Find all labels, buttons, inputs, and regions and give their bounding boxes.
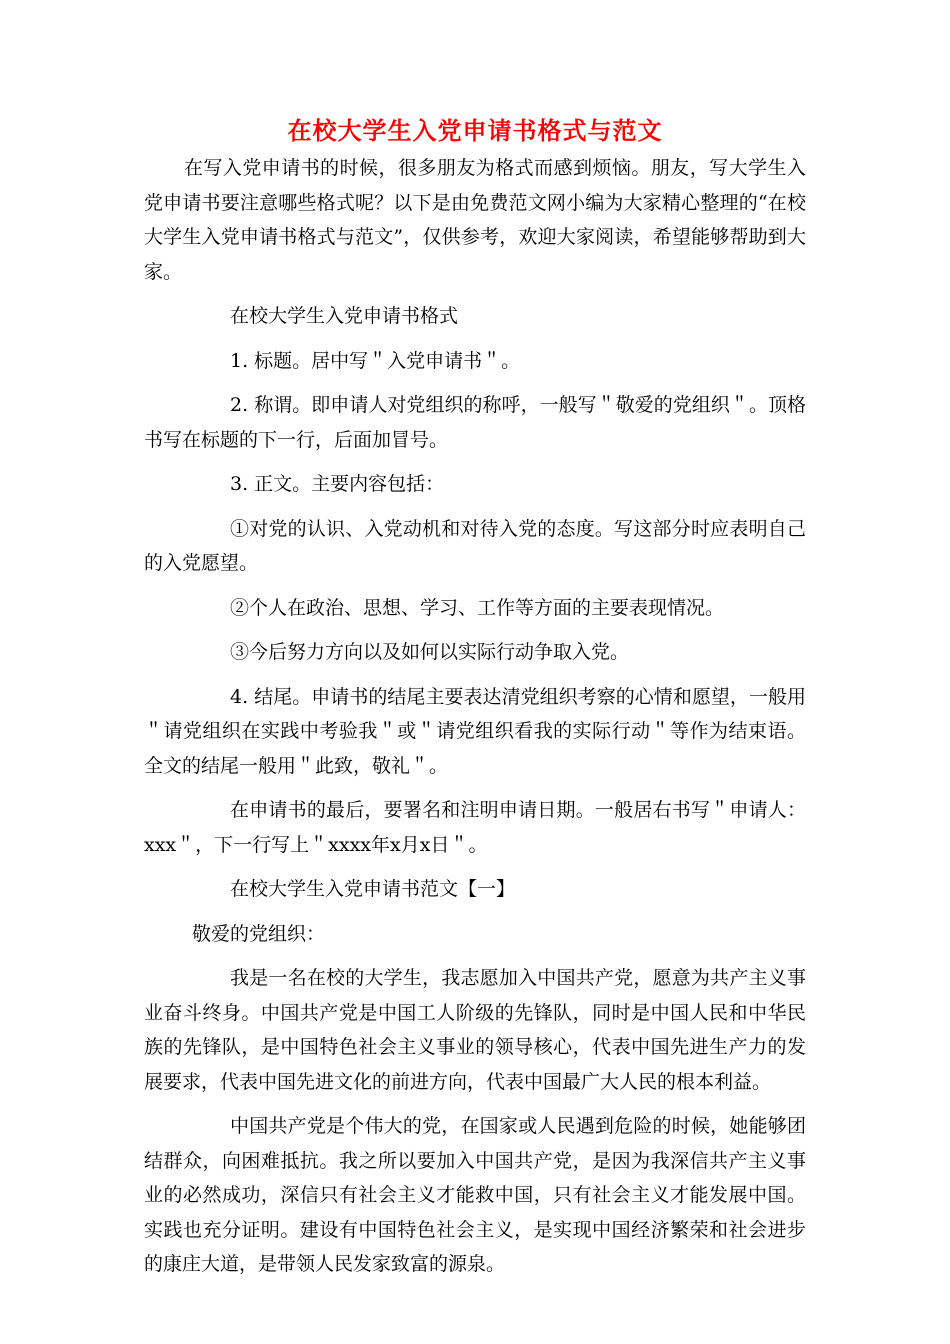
format-item-salutation: 2. 称谓。即申请人对党组织的称呼，一般写＂敬爱的党组织＂。顶格书写在标题的下一行，后面加冒号。 [144, 394, 806, 451]
signature-note: 在申请书的最后，要署名和注明申请日期。一般居右书写＂申请人：xxx＂，下一行写上＂xxxx年x月x日＂。 [144, 799, 806, 856]
format-item-title: 1. 标题。居中写＂入党申请书＂。 [230, 349, 521, 372]
format-item-ending: 4. 结尾。申请书的结尾主要表达清党组织考察的心情和愿望，一般用＂请党组织在实践中考验我＂或＂请党组织看我的实际行动＂等作为结束语。全文的结尾一般用＂此致，敬礼＂。 [144, 685, 806, 777]
section-heading-sample: 在校大学生入党申请书范文【一】 [230, 878, 516, 900]
format-subitem-3: ③今后努力方向以及如何以实际行动争取入党。 [230, 641, 630, 663]
document-body [144, 151, 806, 1292]
format-item-body: 3. 正文。主要内容包括： [230, 473, 445, 495]
document-title: 在校大学生入党申请书格式与范文 [287, 117, 663, 145]
sample-paragraph-2: 中国共产党是个伟大的党，在国家或人民遇到危险的时候，她能够团结群众，向困难抵抗。我之所以要加入中国共产党，是因为我深信共产主义事业的必然成功，深信只有社会主义才能救中国，只有社会主义才能发展中国。实践也充分证明。建设有中国特色社会主义，是实现中国经济繁荣和社会进步的康庄大道，是带领人民发家致富的源泉。 [144, 1115, 806, 1275]
format-subitem-2: ②个人在政治、思想、学习、工作等方面的主要表现情况。 [230, 596, 725, 619]
sample-paragraph-1: 我是一名在校的大学生，我志愿加入中国共产党，愿意为共产主义事业奋斗终身。中国共产党是中国工人阶级的先锋队，同时是中国人民和中华民族的先锋队，是中国特色社会主义事业的领导核心，代表中国先进生产力的发展要求，代表中国先进文化的前进方向，代表中国最广大人民的根本利益。 [144, 967, 806, 1093]
intro-paragraph: 在写入党申请书的时候，很多朋友为格式而感到烦恼。朋友，写大学生入党申请书要注意哪些格式呢？以下是由免费范文网小编为大家精心整理的“在校大学生入党申请书格式与范文”，仅供参考，欢迎大家阅读，希望能够帮助到大家。 [144, 157, 806, 283]
salutation-line: 敬爱的党组织： [192, 922, 326, 945]
format-subitem-1: ①对党的认识、入党动机和对待入党的态度。写这部分时应表明自己的入党愿望。 [144, 517, 806, 574]
section-heading-format: 在校大学生入党申请书格式 [230, 305, 459, 327]
